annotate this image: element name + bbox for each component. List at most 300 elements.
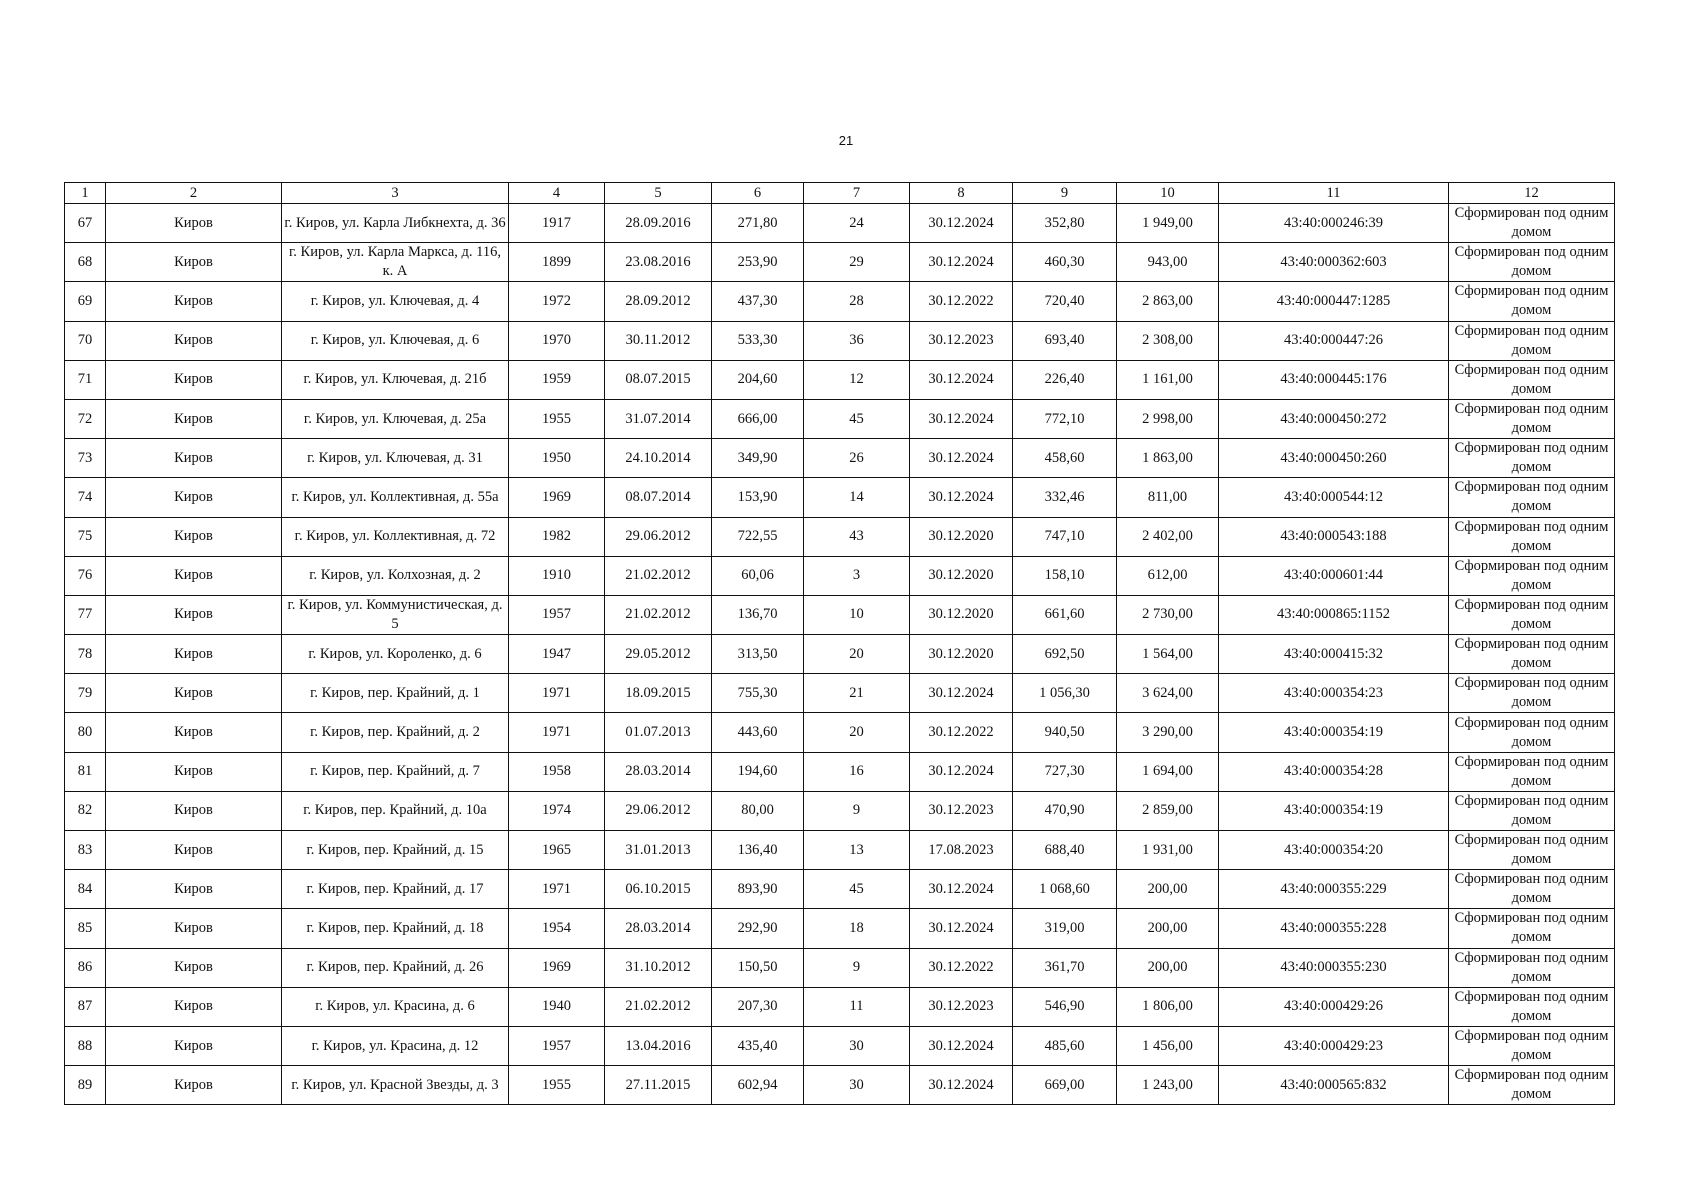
value-cell: 458,60 [1013,439,1117,478]
column-header: 12 [1449,183,1615,204]
municipality-cell: Киров [106,948,282,987]
row-number-cell: 71 [65,360,106,399]
value-cell: 602,94 [712,1066,804,1105]
value-cell: 136,40 [712,831,804,870]
status-cell: Сформирован под одним домом [1449,987,1615,1026]
row-number-cell: 81 [65,752,106,791]
count-cell: 43 [804,517,910,556]
column-header: 11 [1219,183,1449,204]
registry-body [65,204,1615,1105]
value-cell: 693,40 [1013,321,1117,360]
value-cell: 722,55 [712,517,804,556]
row-number-cell: 76 [65,556,106,595]
count-cell: 10 [804,595,910,634]
value-cell: 772,10 [1013,399,1117,438]
value-cell: 194,60 [712,752,804,791]
table-row [65,478,1615,517]
column-number-row [65,183,1615,204]
status-cell: Сформирован под одним домом [1449,595,1615,634]
value-cell: 136,70 [712,595,804,634]
value-cell: 200,00 [1117,909,1219,948]
column-header: 8 [910,183,1013,204]
address-cell: г. Киров, ул. Коллективная, д. 72 [282,517,509,556]
cadastral-number-cell: 43:40:000601:44 [1219,556,1449,595]
address-cell: г. Киров, ул. Ключевая, д. 6 [282,321,509,360]
deadline-cell: 30.12.2024 [910,909,1013,948]
date-cell: 08.07.2014 [605,478,712,517]
cadastral-number-cell: 43:40:000565:832 [1219,1066,1449,1105]
address-cell: г. Киров, пер. Крайний, д. 17 [282,870,509,909]
cadastral-number-cell: 43:40:000354:19 [1219,713,1449,752]
value-cell: 313,50 [712,635,804,674]
value-cell: 332,46 [1013,478,1117,517]
status-cell: Сформирован под одним домом [1449,204,1615,243]
build-year-cell: 1917 [509,204,605,243]
cadastral-number-cell: 43:40:000447:26 [1219,321,1449,360]
status-cell: Сформирован под одним домом [1449,439,1615,478]
status-cell: Сформирован под одним домом [1449,635,1615,674]
municipality-cell: Киров [106,517,282,556]
row-number-cell: 74 [65,478,106,517]
date-cell: 23.08.2016 [605,243,712,282]
row-number-cell: 80 [65,713,106,752]
table-row [65,635,1615,674]
address-cell: г. Киров, ул. Карла Маркса, д. 116, к. А [282,243,509,282]
date-cell: 27.11.2015 [605,1066,712,1105]
municipality-cell: Киров [106,987,282,1026]
row-number-cell: 89 [65,1066,106,1105]
count-cell: 13 [804,831,910,870]
count-cell: 26 [804,439,910,478]
table-row [65,556,1615,595]
table-row [65,674,1615,713]
build-year-cell: 1969 [509,478,605,517]
build-year-cell: 1965 [509,831,605,870]
row-number-cell: 86 [65,948,106,987]
municipality-cell: Киров [106,870,282,909]
table-row [65,1026,1615,1065]
date-cell: 30.11.2012 [605,321,712,360]
value-cell: 200,00 [1117,870,1219,909]
cadastral-number-cell: 43:40:000354:28 [1219,752,1449,791]
date-cell: 28.09.2012 [605,282,712,321]
value-cell: 319,00 [1013,909,1117,948]
value-cell: 271,80 [712,204,804,243]
value-cell: 1 243,00 [1117,1066,1219,1105]
cadastral-number-cell: 43:40:000354:20 [1219,831,1449,870]
build-year-cell: 1955 [509,1066,605,1105]
value-cell: 692,50 [1013,635,1117,674]
table-row [65,204,1615,243]
value-cell: 200,00 [1117,948,1219,987]
count-cell: 9 [804,791,910,830]
table-row [65,948,1615,987]
table-row [65,595,1615,634]
cadastral-number-cell: 43:40:000362:603 [1219,243,1449,282]
row-number-cell: 75 [65,517,106,556]
date-cell: 29.06.2012 [605,791,712,830]
value-cell: 688,40 [1013,831,1117,870]
value-cell: 292,90 [712,909,804,948]
deadline-cell: 30.12.2024 [910,870,1013,909]
value-cell: 1 931,00 [1117,831,1219,870]
value-cell: 612,00 [1117,556,1219,595]
date-cell: 13.04.2016 [605,1026,712,1065]
count-cell: 45 [804,399,910,438]
cadastral-number-cell: 43:40:000246:39 [1219,204,1449,243]
build-year-cell: 1957 [509,1026,605,1065]
cadastral-number-cell: 43:40:000355:228 [1219,909,1449,948]
build-year-cell: 1969 [509,948,605,987]
cadastral-number-cell: 43:40:000543:188 [1219,517,1449,556]
deadline-cell: 30.12.2020 [910,517,1013,556]
count-cell: 36 [804,321,910,360]
value-cell: 460,30 [1013,243,1117,282]
status-cell: Сформирован под одним домом [1449,243,1615,282]
value-cell: 893,90 [712,870,804,909]
build-year-cell: 1974 [509,791,605,830]
value-cell: 2 998,00 [1117,399,1219,438]
address-cell: г. Киров, ул. Ключевая, д. 31 [282,439,509,478]
count-cell: 30 [804,1066,910,1105]
municipality-cell: Киров [106,399,282,438]
value-cell: 546,90 [1013,987,1117,1026]
deadline-cell: 30.12.2020 [910,635,1013,674]
status-cell: Сформирован под одним домом [1449,478,1615,517]
date-cell: 08.07.2015 [605,360,712,399]
status-cell: Сформирован под одним домом [1449,321,1615,360]
deadline-cell: 30.12.2024 [910,243,1013,282]
build-year-cell: 1955 [509,399,605,438]
deadline-cell: 30.12.2024 [910,674,1013,713]
column-header: 3 [282,183,509,204]
date-cell: 28.09.2016 [605,204,712,243]
municipality-cell: Киров [106,595,282,634]
municipality-cell: Киров [106,791,282,830]
deadline-cell: 17.08.2023 [910,831,1013,870]
count-cell: 24 [804,204,910,243]
cadastral-number-cell: 43:40:000450:272 [1219,399,1449,438]
deadline-cell: 30.12.2024 [910,478,1013,517]
table-row [65,360,1615,399]
column-header: 10 [1117,183,1219,204]
municipality-cell: Киров [106,478,282,517]
cadastral-number-cell: 43:40:000354:23 [1219,674,1449,713]
value-cell: 349,90 [712,439,804,478]
cadastral-number-cell: 43:40:000415:32 [1219,635,1449,674]
municipality-cell: Киров [106,556,282,595]
column-header: 4 [509,183,605,204]
value-cell: 1 564,00 [1117,635,1219,674]
value-cell: 437,30 [712,282,804,321]
status-cell: Сформирован под одним домом [1449,831,1615,870]
municipality-cell: Киров [106,752,282,791]
address-cell: г. Киров, ул. Красина, д. 6 [282,987,509,1026]
date-cell: 28.03.2014 [605,909,712,948]
table-row [65,831,1615,870]
count-cell: 9 [804,948,910,987]
value-cell: 150,50 [712,948,804,987]
deadline-cell: 30.12.2024 [910,399,1013,438]
status-cell: Сформирован под одним домом [1449,282,1615,321]
cadastral-number-cell: 43:40:000544:12 [1219,478,1449,517]
value-cell: 153,90 [712,478,804,517]
count-cell: 30 [804,1026,910,1065]
page-number: 21 [838,133,854,148]
build-year-cell: 1958 [509,752,605,791]
value-cell: 207,30 [712,987,804,1026]
deadline-cell: 30.12.2024 [910,1066,1013,1105]
address-cell: г. Киров, ул. Коммунистическая, д. 5 [282,595,509,634]
date-cell: 29.05.2012 [605,635,712,674]
count-cell: 21 [804,674,910,713]
date-cell: 31.07.2014 [605,399,712,438]
build-year-cell: 1899 [509,243,605,282]
table-row [65,791,1615,830]
cadastral-number-cell: 43:40:000355:230 [1219,948,1449,987]
cadastral-number-cell: 43:40:000445:176 [1219,360,1449,399]
build-year-cell: 1982 [509,517,605,556]
municipality-cell: Киров [106,831,282,870]
value-cell: 1 056,30 [1013,674,1117,713]
deadline-cell: 30.12.2023 [910,321,1013,360]
value-cell: 443,60 [712,713,804,752]
date-cell: 28.03.2014 [605,752,712,791]
municipality-cell: Киров [106,204,282,243]
address-cell: г. Киров, ул. Короленко, д. 6 [282,635,509,674]
municipality-cell: Киров [106,909,282,948]
build-year-cell: 1970 [509,321,605,360]
count-cell: 12 [804,360,910,399]
value-cell: 2 863,00 [1117,282,1219,321]
table-row [65,321,1615,360]
municipality-cell: Киров [106,1066,282,1105]
row-number-cell: 72 [65,399,106,438]
deadline-cell: 30.12.2024 [910,439,1013,478]
date-cell: 21.02.2012 [605,595,712,634]
value-cell: 2 730,00 [1117,595,1219,634]
value-cell: 1 068,60 [1013,870,1117,909]
value-cell: 1 806,00 [1117,987,1219,1026]
table-row [65,1066,1615,1105]
address-cell: г. Киров, пер. Крайний, д. 2 [282,713,509,752]
deadline-cell: 30.12.2024 [910,1026,1013,1065]
municipality-cell: Киров [106,439,282,478]
date-cell: 18.09.2015 [605,674,712,713]
address-cell: г. Киров, пер. Крайний, д. 10а [282,791,509,830]
count-cell: 45 [804,870,910,909]
status-cell: Сформирован под одним домом [1449,674,1615,713]
count-cell: 20 [804,713,910,752]
value-cell: 226,40 [1013,360,1117,399]
row-number-cell: 67 [65,204,106,243]
column-header: 7 [804,183,910,204]
deadline-cell: 30.12.2022 [910,713,1013,752]
address-cell: г. Киров, ул. Коллективная, д. 55а [282,478,509,517]
deadline-cell: 30.12.2020 [910,595,1013,634]
table-row [65,713,1615,752]
status-cell: Сформирован под одним домом [1449,713,1615,752]
value-cell: 2 308,00 [1117,321,1219,360]
value-cell: 720,40 [1013,282,1117,321]
column-header: 9 [1013,183,1117,204]
value-cell: 470,90 [1013,791,1117,830]
table-row [65,870,1615,909]
column-header: 6 [712,183,804,204]
row-number-cell: 69 [65,282,106,321]
table-row [65,909,1615,948]
status-cell: Сформирован под одним домом [1449,1066,1615,1105]
count-cell: 11 [804,987,910,1026]
address-cell: г. Киров, ул. Ключевая, д. 4 [282,282,509,321]
row-number-cell: 87 [65,987,106,1026]
count-cell: 20 [804,635,910,674]
build-year-cell: 1971 [509,674,605,713]
date-cell: 31.10.2012 [605,948,712,987]
status-cell: Сформирован под одним домом [1449,909,1615,948]
deadline-cell: 30.12.2024 [910,360,1013,399]
cadastral-number-cell: 43:40:000355:229 [1219,870,1449,909]
deadline-cell: 30.12.2024 [910,752,1013,791]
registry-table [64,182,1615,1105]
row-number-cell: 79 [65,674,106,713]
build-year-cell: 1954 [509,909,605,948]
cadastral-number-cell: 43:40:000447:1285 [1219,282,1449,321]
date-cell: 31.01.2013 [605,831,712,870]
row-number-cell: 77 [65,595,106,634]
address-cell: г. Киров, ул. Красина, д. 12 [282,1026,509,1065]
row-number-cell: 73 [65,439,106,478]
municipality-cell: Киров [106,321,282,360]
count-cell: 28 [804,282,910,321]
build-year-cell: 1957 [509,595,605,634]
build-year-cell: 1910 [509,556,605,595]
table-row [65,987,1615,1026]
deadline-cell: 30.12.2023 [910,791,1013,830]
count-cell: 16 [804,752,910,791]
deadline-cell: 30.12.2022 [910,948,1013,987]
value-cell: 3 290,00 [1117,713,1219,752]
address-cell: г. Киров, ул. Колхозная, д. 2 [282,556,509,595]
table-row [65,439,1615,478]
date-cell: 24.10.2014 [605,439,712,478]
value-cell: 943,00 [1117,243,1219,282]
table-row [65,752,1615,791]
address-cell: г. Киров, пер. Крайний, д. 26 [282,948,509,987]
value-cell: 1 949,00 [1117,204,1219,243]
value-cell: 3 624,00 [1117,674,1219,713]
build-year-cell: 1971 [509,870,605,909]
value-cell: 669,00 [1013,1066,1117,1105]
status-cell: Сформирован под одним домом [1449,870,1615,909]
address-cell: г. Киров, пер. Крайний, д. 1 [282,674,509,713]
status-cell: Сформирован под одним домом [1449,517,1615,556]
build-year-cell: 1972 [509,282,605,321]
row-number-cell: 70 [65,321,106,360]
value-cell: 533,30 [712,321,804,360]
address-cell: г. Киров, ул. Карла Либкнехта, д. 36 [282,204,509,243]
date-cell: 29.06.2012 [605,517,712,556]
status-cell: Сформирован под одним домом [1449,791,1615,830]
deadline-cell: 30.12.2024 [910,204,1013,243]
table-row [65,243,1615,282]
deadline-cell: 30.12.2020 [910,556,1013,595]
municipality-cell: Киров [106,360,282,399]
address-cell: г. Киров, ул. Красной Звезды, д. 3 [282,1066,509,1105]
build-year-cell: 1947 [509,635,605,674]
address-cell: г. Киров, пер. Крайний, д. 15 [282,831,509,870]
address-cell: г. Киров, пер. Крайний, д. 18 [282,909,509,948]
municipality-cell: Киров [106,635,282,674]
municipality-cell: Киров [106,1026,282,1065]
value-cell: 352,80 [1013,204,1117,243]
cadastral-number-cell: 43:40:000354:19 [1219,791,1449,830]
count-cell: 14 [804,478,910,517]
value-cell: 2 859,00 [1117,791,1219,830]
address-cell: г. Киров, ул. Ключевая, д. 25а [282,399,509,438]
build-year-cell: 1940 [509,987,605,1026]
table-row [65,282,1615,321]
deadline-cell: 30.12.2023 [910,987,1013,1026]
value-cell: 2 402,00 [1117,517,1219,556]
cadastral-number-cell: 43:40:000450:260 [1219,439,1449,478]
value-cell: 435,40 [712,1026,804,1065]
value-cell: 253,90 [712,243,804,282]
status-cell: Сформирован под одним домом [1449,1026,1615,1065]
value-cell: 755,30 [712,674,804,713]
municipality-cell: Киров [106,713,282,752]
row-number-cell: 83 [65,831,106,870]
table-row [65,517,1615,556]
value-cell: 661,60 [1013,595,1117,634]
value-cell: 204,60 [712,360,804,399]
municipality-cell: Киров [106,243,282,282]
table-row [65,399,1615,438]
status-cell: Сформирован под одним домом [1449,948,1615,987]
date-cell: 21.02.2012 [605,556,712,595]
row-number-cell: 82 [65,791,106,830]
count-cell: 18 [804,909,910,948]
value-cell: 60,06 [712,556,804,595]
municipality-cell: Киров [106,282,282,321]
value-cell: 727,30 [1013,752,1117,791]
date-cell: 06.10.2015 [605,870,712,909]
date-cell: 21.02.2012 [605,987,712,1026]
value-cell: 80,00 [712,791,804,830]
address-cell: г. Киров, пер. Крайний, д. 7 [282,752,509,791]
column-header: 5 [605,183,712,204]
value-cell: 747,10 [1013,517,1117,556]
row-number-cell: 84 [65,870,106,909]
value-cell: 940,50 [1013,713,1117,752]
value-cell: 485,60 [1013,1026,1117,1065]
build-year-cell: 1950 [509,439,605,478]
status-cell: Сформирован под одним домом [1449,399,1615,438]
value-cell: 158,10 [1013,556,1117,595]
value-cell: 666,00 [712,399,804,438]
value-cell: 1 694,00 [1117,752,1219,791]
value-cell: 1 456,00 [1117,1026,1219,1065]
row-number-cell: 78 [65,635,106,674]
cadastral-number-cell: 43:40:000429:26 [1219,987,1449,1026]
value-cell: 361,70 [1013,948,1117,987]
value-cell: 1 863,00 [1117,439,1219,478]
column-header: 2 [106,183,282,204]
status-cell: Сформирован под одним домом [1449,360,1615,399]
cadastral-number-cell: 43:40:000429:23 [1219,1026,1449,1065]
row-number-cell: 85 [65,909,106,948]
status-cell: Сформирован под одним домом [1449,556,1615,595]
